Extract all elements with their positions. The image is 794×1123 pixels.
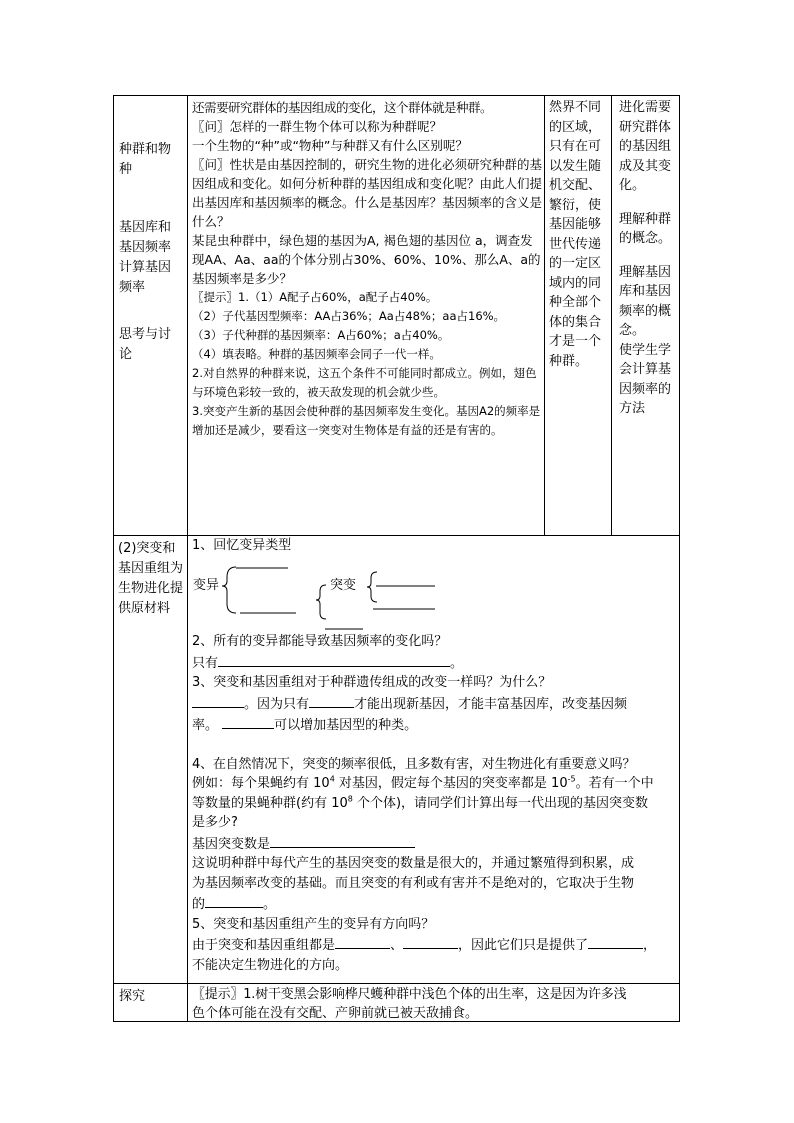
- objective-2: 理解种群的概念。: [619, 211, 672, 246]
- para-population-intro: 还需要研究群体的基因组成的变化，这个群体就是种群。: [192, 100, 493, 115]
- hint-conditions: 2.对自然界的种群来说，这五个条件不可能同时都成立。例如，翅色与环境色彩较一致的，被天敌发现的机会就少些。: [192, 366, 537, 399]
- hint-mutation: 3.突变产生新的基因会使种群的基因频率发生变化。基因A2的频率是增加还是减少，要看这一突变对生物体是有益的还是有害的。: [192, 404, 541, 437]
- col-divider: [611, 95, 612, 536]
- section2-left: (2)突变和基因重组为生物进化提供原材料: [118, 541, 184, 616]
- q4-count-blank[interactable]: [270, 833, 415, 848]
- hint-2: （2）子代基因型频率：AA占36%；Aa占48%；aa占16%。: [192, 309, 506, 323]
- q5-blank-2[interactable]: [403, 934, 458, 949]
- q4-count-line: 基因突变数是: [192, 833, 678, 855]
- col-divider: [187, 95, 188, 1022]
- section1-left: [119, 140, 183, 365]
- example-insect: 某昆虫种群中，绿色翅的基因为A, 褐色翅的基因位 a，调查发现AA、Aa、aa的个体分别占30%、60%、10%、那么A、a的基因频率是多少？: [192, 233, 541, 286]
- hint-4: （4）填表略。种群的基因频率会同子一代一样。: [192, 347, 441, 361]
- left-topic-species: 种群和物种: [119, 142, 172, 177]
- variation-bracket-diagram: [190, 555, 450, 630]
- objective-3: 理解基因库和基因频率的概念。: [619, 264, 672, 338]
- q2-answer-line: 只有 。: [192, 652, 678, 674]
- q4-line-4: 是多少?: [192, 815, 238, 830]
- q4-title: 4、在自然情况下，突变的频率很低，且多数有害，对生物进化有重要意义吗？: [192, 756, 636, 772]
- section1-objectives: [619, 98, 677, 419]
- q3-title: 3、突变和基因重组对于种群遗传组成的改变一样吗？为什么？: [192, 675, 552, 690]
- hint-3: （3）子代种群的基因频率：A占60%；a占40%。: [192, 328, 450, 342]
- q2-title: 2、所有的变异都能导致基因频率的变化吗？: [192, 634, 448, 649]
- q1-title: 1、回忆变异类型: [192, 538, 292, 553]
- section2-questions: [192, 632, 678, 975]
- q3-blank-3[interactable]: [222, 714, 274, 729]
- q4-note-blank[interactable]: [205, 893, 263, 908]
- question-genepool: 〖问〗性状是由基因控制的，研究生物的进化必须研究种群的基因组成和变化。如何分析种群的基因组成和变化呢？由此人们提出基因库和基因频率的概念。什么是基因库？基因频率的含义是什么？: [192, 157, 543, 229]
- q3-blank-2[interactable]: [309, 693, 354, 708]
- row-divider: [113, 983, 680, 984]
- q4-note-2: 为基因频率改变的基础。而且突变的有利或有害并不是绝对的，它取决于生物: [192, 875, 635, 891]
- q5-blank-3[interactable]: [588, 934, 643, 949]
- q3-line-1: 。因为只有 才能出现新基因，才能丰富基因库，改变基因频: [192, 693, 678, 715]
- q4-line-3: 等数量的果蝇种群(约有 $10^8$ 个个体)，请同学们计算出每一代出现的基因突变数: [192, 794, 649, 811]
- section3-left: 探究: [119, 989, 146, 1004]
- q3-blank-1[interactable]: [192, 693, 244, 708]
- section2-main: [192, 536, 678, 555]
- q4-line-2: 例如：每个果蝇约有 $10^4$ 对基因，假定每个基因的突变率都是 $10^{-5}$。若有一个中: [192, 774, 654, 791]
- hint-1: 〖提示〗1.（1）A配子占60%，a配子占40%。: [192, 290, 438, 304]
- explore-hint-2: 色个体可能在没有交配、产卵前就已被天敌捕食。: [192, 1006, 479, 1021]
- objective-1: 进化需要研究群体的基因组成及其变化。: [619, 100, 672, 193]
- question-species: 一个生物的“种”或“物种”与种群又有什么区别呢？: [192, 138, 468, 153]
- objective-4: 使学生学会计算基因频率的方法: [619, 342, 672, 416]
- col-divider: [544, 95, 545, 536]
- q4-note-1: 这说明种群中每代产生的基因突变的数量是很大的，并通过繁殖得到积累，成: [192, 856, 635, 871]
- q3-line-2: 率。 可以增加基因型的种类。: [192, 714, 678, 736]
- explore-hint-1: 〖提示〗1.树干变黑会影响桦尺蠖种群中浅色个体的出生率，这是因为许多浅: [192, 987, 627, 1002]
- q5-line-2: 不能决定生物进化的方向。: [192, 957, 349, 973]
- q5-line-1: 由于突变和基因重组都是 、 ，因此它们只是提供了 ，: [192, 934, 678, 956]
- q5-blank-1[interactable]: [335, 934, 390, 949]
- q5-title: 5、突变和基因重组产生的变异有方向吗？: [192, 916, 435, 932]
- label-variation: 变异: [193, 578, 220, 593]
- left-topic-genepool: 基因库和基因频率计算基因频率: [119, 220, 172, 295]
- section1-definition: 然界不同的区域，只有在可以发生随机交配、繁衍，使基因能够世代传递的一定区域内的同种全部个体的集合才是一个种群。: [549, 100, 602, 369]
- question-population: 〖问〗怎样的一群生物个体可以称为种群呢？: [192, 119, 443, 134]
- label-mutation: 突变: [330, 578, 357, 593]
- section3-main: [192, 985, 678, 1023]
- left-topic-discussion: 思考与讨论: [119, 327, 172, 362]
- q4-note-3: 的 。: [192, 893, 678, 915]
- q2-blank[interactable]: [218, 652, 450, 667]
- section1-main: [192, 98, 542, 440]
